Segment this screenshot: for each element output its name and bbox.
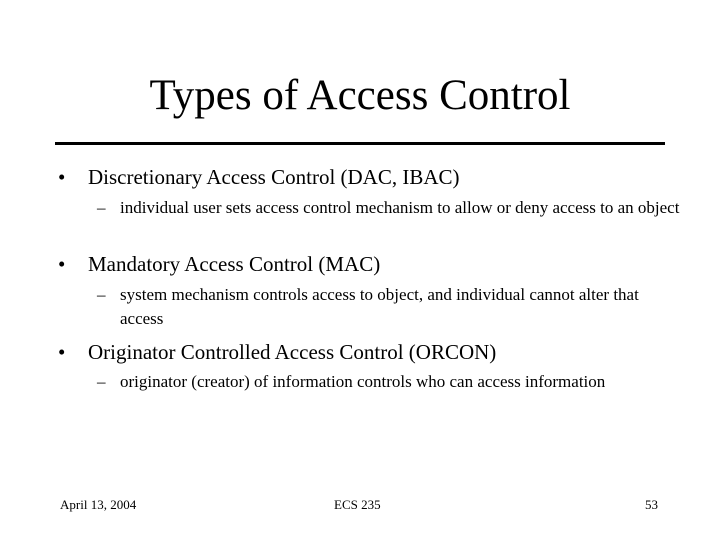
sub-bullet-text: system mechanism controls access to object, and individual cannot alter that access	[120, 285, 639, 328]
sub-bullet-text: individual user sets access control mechanism to allow or deny access to an object	[120, 198, 680, 217]
footer-page-number: 53	[645, 497, 658, 512]
sub-bullet-marker: –	[97, 372, 106, 391]
bullet-marker: •	[58, 165, 66, 189]
footer-date: April 13, 2004	[60, 497, 137, 512]
sub-bullet-marker: –	[97, 285, 106, 304]
bullet-marker: •	[58, 340, 66, 364]
footer-course: ECS 235	[334, 497, 381, 512]
bullet-text: Mandatory Access Control (MAC)	[88, 252, 381, 276]
bullet-text: Discretionary Access Control (DAC, IBAC)	[88, 165, 460, 189]
slide-title: Types of Access Control	[149, 72, 571, 119]
title-divider	[55, 142, 665, 145]
sub-bullet-text: originator (creator) of information controls who can access information	[120, 372, 606, 391]
bullet-marker: •	[58, 252, 66, 276]
sub-bullet-marker: –	[97, 198, 106, 217]
bullet-text: Originator Controlled Access Control (ORCON)	[88, 340, 497, 364]
